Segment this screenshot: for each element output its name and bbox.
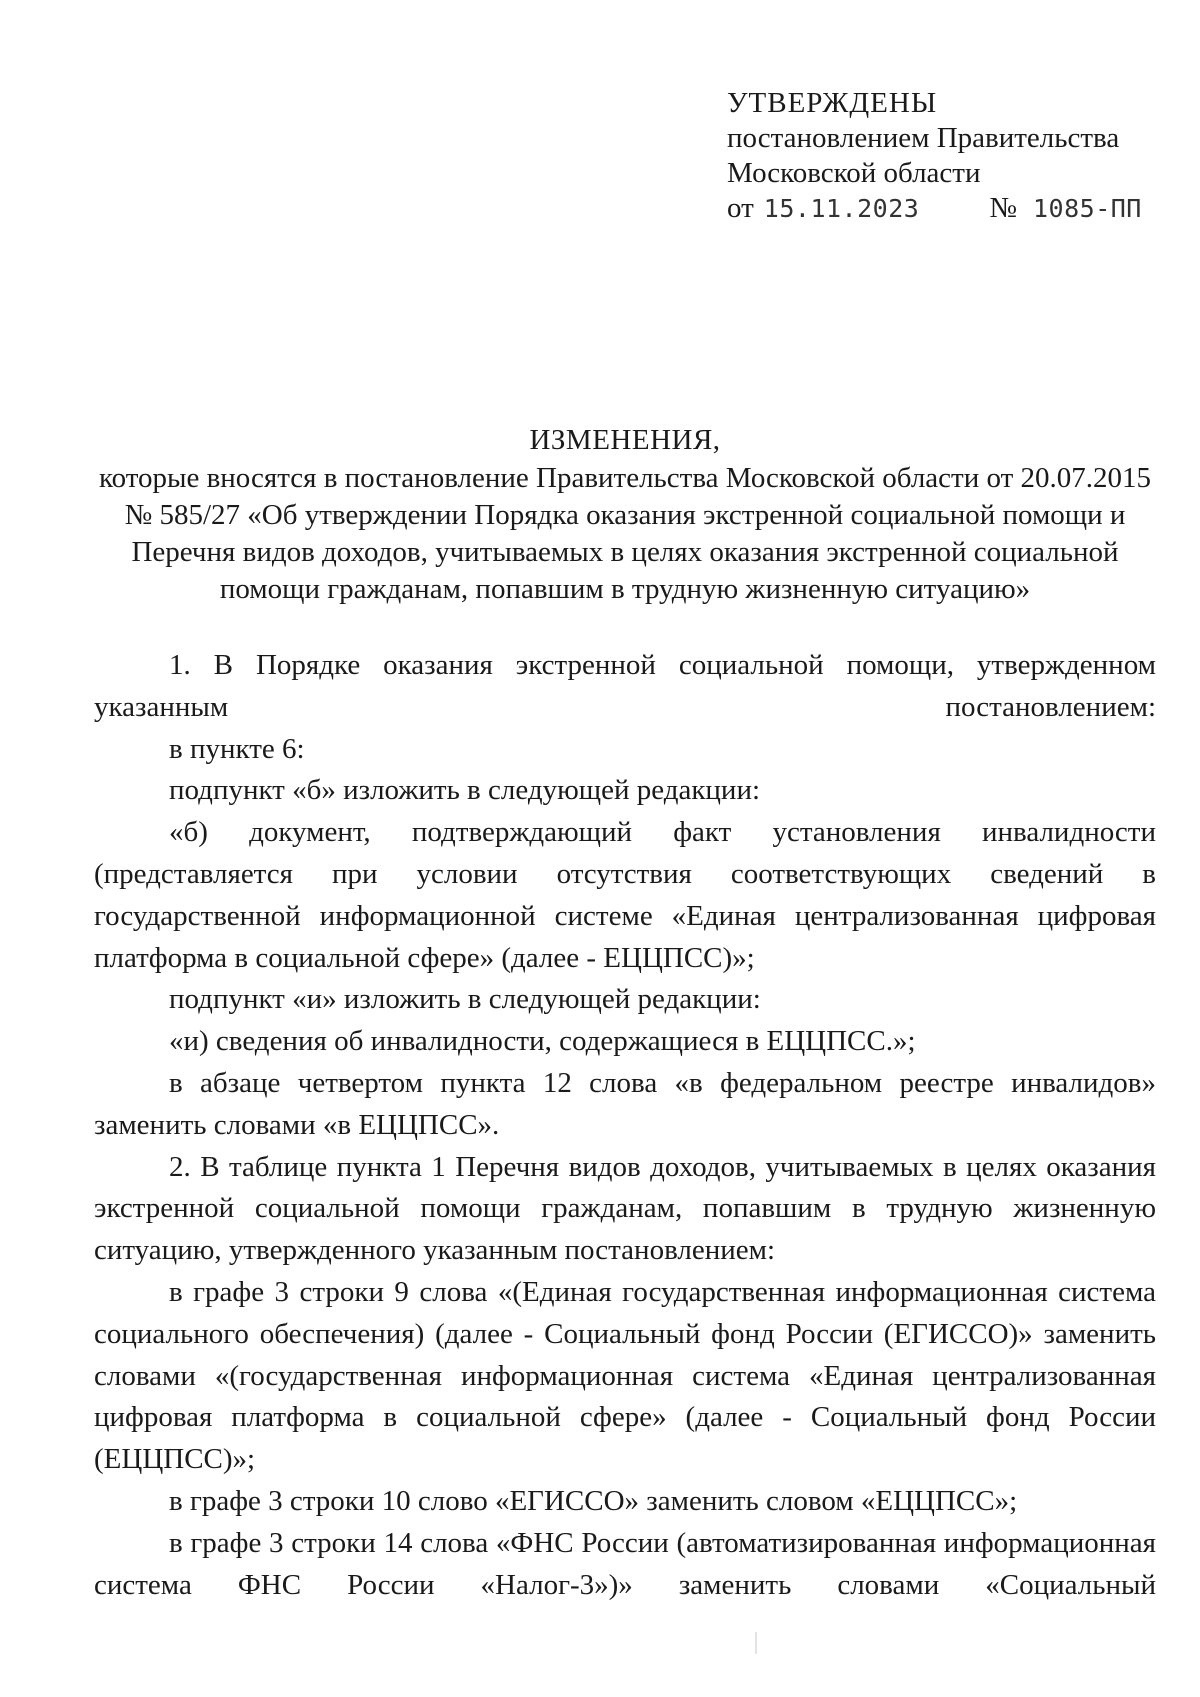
paragraph-4: «б) документ, подтверждающий факт установления инвалидности (представляется при условии отсутствия соответствующих сведений в государственной информационной системе «Единая централизованная цифровая платформа в социальной сфере» (далее - ЕЦЦПСС)»;	[94, 816, 1156, 974]
document-heading	[85, 420, 1165, 608]
paragraph-10: в графе 3 строки 10 слово «ЕГИССО» заменить словом «ЕЦЦПСС»;	[169, 1484, 1018, 1517]
paragraph-9: в графе 3 строки 9 слова «(Единая государственная информационная система социального обеспечения) (далее - Социальный фонд России (ЕГИССО)» заменить словами «(государственная информационная система «Единая централизованная цифровая платформа в социальной сфере» (далее - Социальный фонд России (ЕЦЦПСС)»;	[94, 1275, 1156, 1476]
approval-from-label: от	[727, 192, 754, 224]
scan-artifact	[755, 1632, 757, 1654]
paragraph-8: 2. В таблице пункта 1 Перечня видов доходов, учитываемых в целях оказания экстренной социальной помощи гражданам, попавшим в трудную жизненную ситуацию, утвержденного указанным постановлением:	[94, 1150, 1156, 1267]
paragraph-11: в графе 3 строки 14 слова «ФНС России (автоматизированная информационная система ФНС России «Налог-3»)» заменить словами «Социальный	[94, 1526, 1156, 1601]
document-body	[94, 645, 1156, 1606]
paragraph-5: подпункт «и» изложить в следующей редакции:	[169, 983, 761, 1016]
approval-date: 15.11.2023	[763, 194, 920, 223]
paragraph-7: в абзаце четвертом пункта 12 слова «в федеральном реестре инвалидов» заменить словами «в ЕЦЦПСС».	[94, 1066, 1156, 1141]
approval-number: 1085-ПП	[1032, 194, 1142, 223]
paragraph-1: 1. В Порядке оказания экстренной социальной помощи, утвержденном указанным постановлением:	[94, 649, 1156, 723]
document-title: ИЗМЕНЕНИЯ,	[529, 424, 721, 456]
approval-line-2: Московской области	[727, 157, 981, 189]
paragraph-3: подпункт «б» изложить в следующей редакции:	[169, 774, 761, 807]
paragraph-2: в пункте 6:	[169, 732, 305, 765]
document-subtitle: которые вносятся в постановление Правительства Московской области от 20.07.2015 № 585/27 «Об утверждении Порядка оказания экстренной социальной помощи и Перечня видов доходов, учитываемых в целях оказания экстренной социальной помощи гражданам, попавшим в трудную жизненную ситуацию»	[98, 462, 1152, 605]
paragraph-6: «и) сведения об инвалидности, содержащиеся в ЕЦЦПСС.»;	[169, 1025, 916, 1058]
approval-title: УТВЕРЖДЕНЫ	[727, 87, 938, 119]
approval-number-sign: №	[989, 192, 1017, 224]
approval-date-line	[727, 191, 1167, 226]
approval-line-1: постановлением Правительства	[727, 122, 1120, 154]
approval-block	[727, 86, 1167, 226]
